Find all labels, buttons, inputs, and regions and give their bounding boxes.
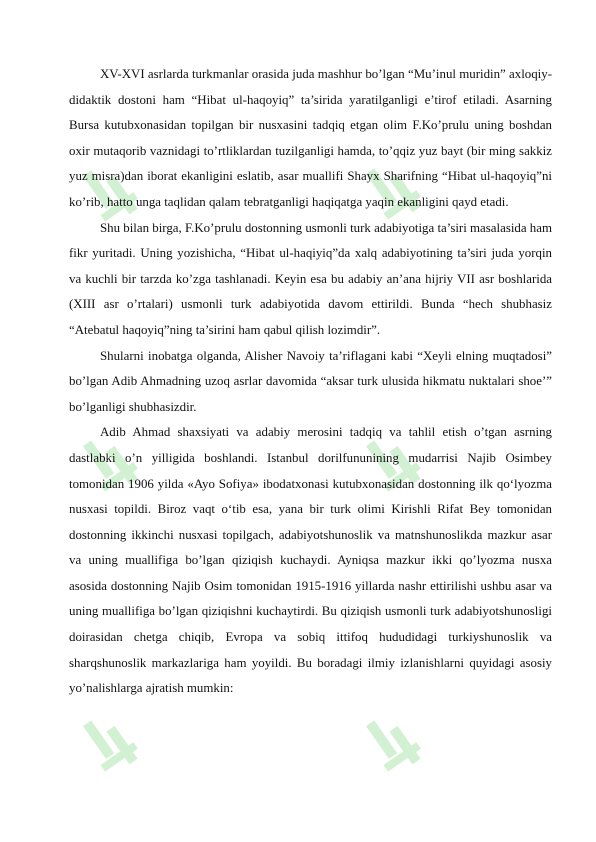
paragraph-3: Shularni inobatga olganda, Alisher Navoiy ta’riflagani kabi “Xeyli elning muqtadosi” bo’lgan Adib Ahmadning uzoq asrlar davomida “aksar turk ulusida hikmatu nuktalari shoe’” bo’lganligi shubhasizdir. [69, 348, 552, 414]
watermark-logo-icon [82, 700, 152, 790]
paragraph-1: XV-XVI asrlarda turkmanlar orasida juda mashhur bo’lgan “Mu’inul muridin” axloqiy-didaktik dostoni ham “Hibat ul-haqoyiq” ta’sirida yaratilganligi e’tirof etiladi. Asarning Bursa kutubxonasidan topilgan bir nusxasini tadqiq etgan olim F.Ko’prulu uning boshdan oxir mutaqorib vaznidagi to’rtliklardan tuzilganligi hamda, to’qqiz yuz bayt (bir ming sakkiz yuz misra)dan iborat ekanligini eslatib, asar muallifi Shayx Sharifning “Hibat ul-haqoyiq”ni ko’rib, hatto unga taqlidan qalam tebratganligi haqiqatga yaqin ekanligini qayd etadi. [69, 67, 552, 209]
paragraph-4: Adib Ahmad shaxsiyati va adabiy merosini tadqiq va tahlil etish o’tgan asrning dastlabki o’n yilligida boshlandi. Istanbul dorilfununining mudarrisi Najib Osimbey tomonidan 1906 yilda «Ayo Sofiya» ibodatxonasi kutubxonasidan dostonning ilk qo‘lyozma nusxasi topildi. Biroz vaqt o‘tib esa, yana bir turk olimi Kirishli Rifat Bey tomonidan dostonning ikkinchi nusxasi topilgach, adabiyotshunoslik va matnshunoslikda mazkur asar va uning muallifiga bo’lgan qiziqish kuchaydi. Ayniqsa mazkur ikki qo’lyozma nusxa asosida dostonning Najib Osim tomonidan 1915-1916 yillarda nashr ettirilishi ushbu asar va uning muallifiga bo’lgan qiziqishni kuchaytirdi. Bu qiziqish usmonli turk adabiyotshunosligi doirasidan chetga chiqib, Evropa va sobiq ittifoq hududidagi turkiyshunoslik va sharqshunoslik markazlariga ham yoyildi. Bu boradagi ilmiy izlanishlarni quyidagi asosiy yo’nalishlarga ajratish mumkin: [69, 425, 552, 696]
watermark-logo-icon [365, 700, 435, 790]
paragraph-2: Shu bilan birga, F.Ko’prulu dostonning usmonli turk adabiyotiga ta’siri masalasida ham fikr yuritadi. Uning yozishicha, “Hibat ul-haqiyiq”da xalq adabiyotining ta’siri juda yorqin va kuchli bir tarzda ko’zga tashlanadi. Keyin esa bu adabiy an’ana hijriy VII asr boshlarida (XIII asr o’rtalari) usmonli turk adabiyotida davom ettirildi. Bunda “hech shubhasiz “Atebatul haqoyiq”ning ta’sirini ham qabul qilish lozimdir”. [69, 220, 552, 337]
document-body [69, 62, 552, 702]
